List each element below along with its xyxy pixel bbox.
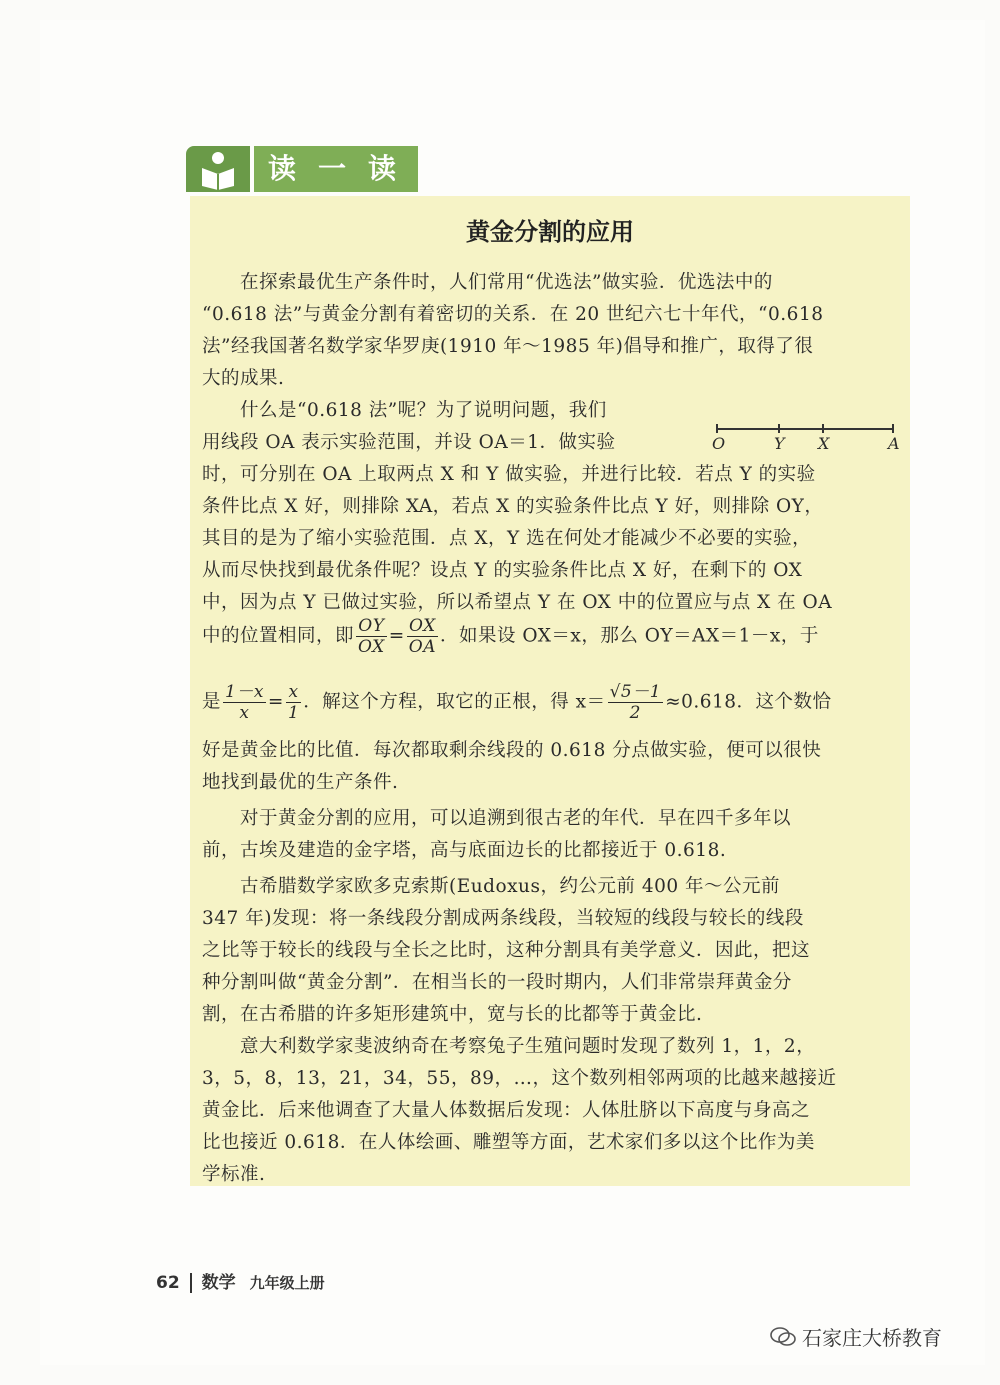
paragraph-line: 在探索最优生产条件时，人们常用“优选法”做实验．优选法中的 [202,272,773,293]
paragraph-line: 条件比点 X 好，则排除 XA，若点 X 的实验条件比点 Y 好，则排除 OY， [202,496,824,517]
reading-person-icon [186,146,250,192]
section-title: 读一读 [254,146,418,192]
paragraph-line: 前，古埃及建造的金字塔，高与底面边长的比都接近于 0.618. [202,840,727,861]
fraction-oy-ox: $\frac{OY}{OX}$ [358,616,385,657]
subject: 数学 [201,1273,236,1293]
paragraph-line: 中，因为点 Y 已做过实验，所以希望点 Y 在 OX 中的位置应与点 X 在 OA [202,592,833,613]
reading-panel [190,196,910,1186]
tick-x [822,424,824,433]
paragraph-line: 之比等于较长的线段与全长之比时，这种分割具有美学意义．因此，把这 [202,940,811,961]
paragraph-line: 学标准. [202,1164,266,1185]
text-segment: ≈0.618．这个数恰 [665,691,832,713]
paragraph-line: 法”经我国著名数学家华罗庚(1910 年～1985 年)倡导和推广，取得了很 [202,336,814,357]
label-a: A [888,434,900,453]
paragraph-line: 种分割叫做“黄金分割”．在相当长的一段时期内，人们非常崇拜黄金分 [202,972,792,993]
text-segment: ．解这个方程，取它的正根，得 x＝ [303,691,606,713]
label-o: O [712,434,726,453]
fraction-1mx-x: $\frac{1-x}{x}$ [225,682,264,723]
text-segment: 是 [202,691,222,713]
label-x: X [818,434,830,453]
section-header [186,146,418,192]
paragraph-line: 什么是“0.618 法”呢？为了说明问题，我们 [202,400,607,421]
tick-o [716,424,718,433]
paragraph-line: 意大利数学家斐波纳奇在考察兔子生殖问题时发现了数列 1，1，2， [202,1036,816,1057]
paragraph-line: 割，在古希腊的许多矩形建筑中，宽与长的比都等于黄金比. [202,1004,703,1025]
segment-diagram [712,422,898,452]
paragraph-line: 其目的是为了缩小实验范围．点 X，Y 选在何处才能减少不必要的实验， [202,528,812,549]
fraction-x-1: $\frac{x}{1}$ [287,682,300,723]
segment-oa [716,428,894,430]
equation-line-2: 是 $\frac{1-x}{x}$ = $\frac{x}{1}$ ．解这个方程，取它的正根，得 x＝ $\frac{√5-1}{2}$ ≈0.618．这个数恰 [202,682,832,723]
paragraph-line: 时，可分别在 OA 上取两点 X 和 Y 做实验，并进行比较．若点 Y 的实验 [202,464,816,485]
page-number: 62 [156,1273,180,1293]
page-footer [156,1268,325,1293]
paragraph-line: 对于黄金分割的应用，可以追溯到很古老的年代．早在四千多年以 [202,808,792,829]
tick-y [778,424,780,433]
paragraph-line: 用线段 OA 表示实验范围，并设 OA＝1．做实验 [202,432,616,453]
text-segment: ．如果设 OX＝x，那么 OY＝AX＝1－x，于 [440,625,819,647]
paragraph-line: 从而尽快找到最优条件呢？设点 Y 的实验条件比点 X 好，在剩下的 OX [202,560,803,581]
paragraph-line: 大的成果. [202,368,285,389]
divider [190,1273,192,1293]
grade: 九年级上册 [249,1274,325,1292]
article-title: 黄金分割的应用 [466,218,634,246]
paragraph-line: “0.618 法”与黄金分割有着密切的关系．在 20 世纪六七十年代，“0.618 [202,304,824,325]
paragraph-line: 好是黄金比的比值．每次都取剩余线段的 0.618 分点做实验，便可以很快 [202,740,822,761]
text-segment: 中的位置相同，即 [202,625,355,647]
equation-line-1: 中的位置相同，即 $\frac{OY}{OX}$ = $\frac{OX}{OA}$ ．如果设 OX＝x，那么 OY＝AX＝1－x，于 [202,616,819,657]
paragraph-line: 古希腊数学家欧多克索斯(Eudoxus，约公元前 400 年～公元前 [202,876,781,897]
paragraph-line: 3，5，8，13，21，34，55，89，…，这个数列相邻两项的比越来越接近 [202,1068,837,1089]
watermark [770,1322,942,1353]
paragraph-line: 黄金比．后来他调查了大量人体数据后发现：人体肚脐以下高度与身高之 [202,1100,811,1121]
watermark-text: 石家庄大桥教育 [802,1326,942,1350]
paragraph-line: 比也接近 0.618．在人体绘画、雕塑等方面，艺术家们多以这个比作为美 [202,1132,815,1153]
tick-a [892,424,894,433]
fraction-ox-oa: $\frac{OX}{OA}$ [408,616,436,657]
paragraph-line: 地找到最优的生产条件. [202,772,399,793]
paragraph-line: 347 年)发现：将一条线段分割成两条线段，当较短的线段与较长的线段 [202,908,804,929]
label-y: Y [774,434,785,453]
wechat-icon [770,1326,796,1353]
fraction-root5: $\frac{√5-1}{2}$ [609,682,662,723]
